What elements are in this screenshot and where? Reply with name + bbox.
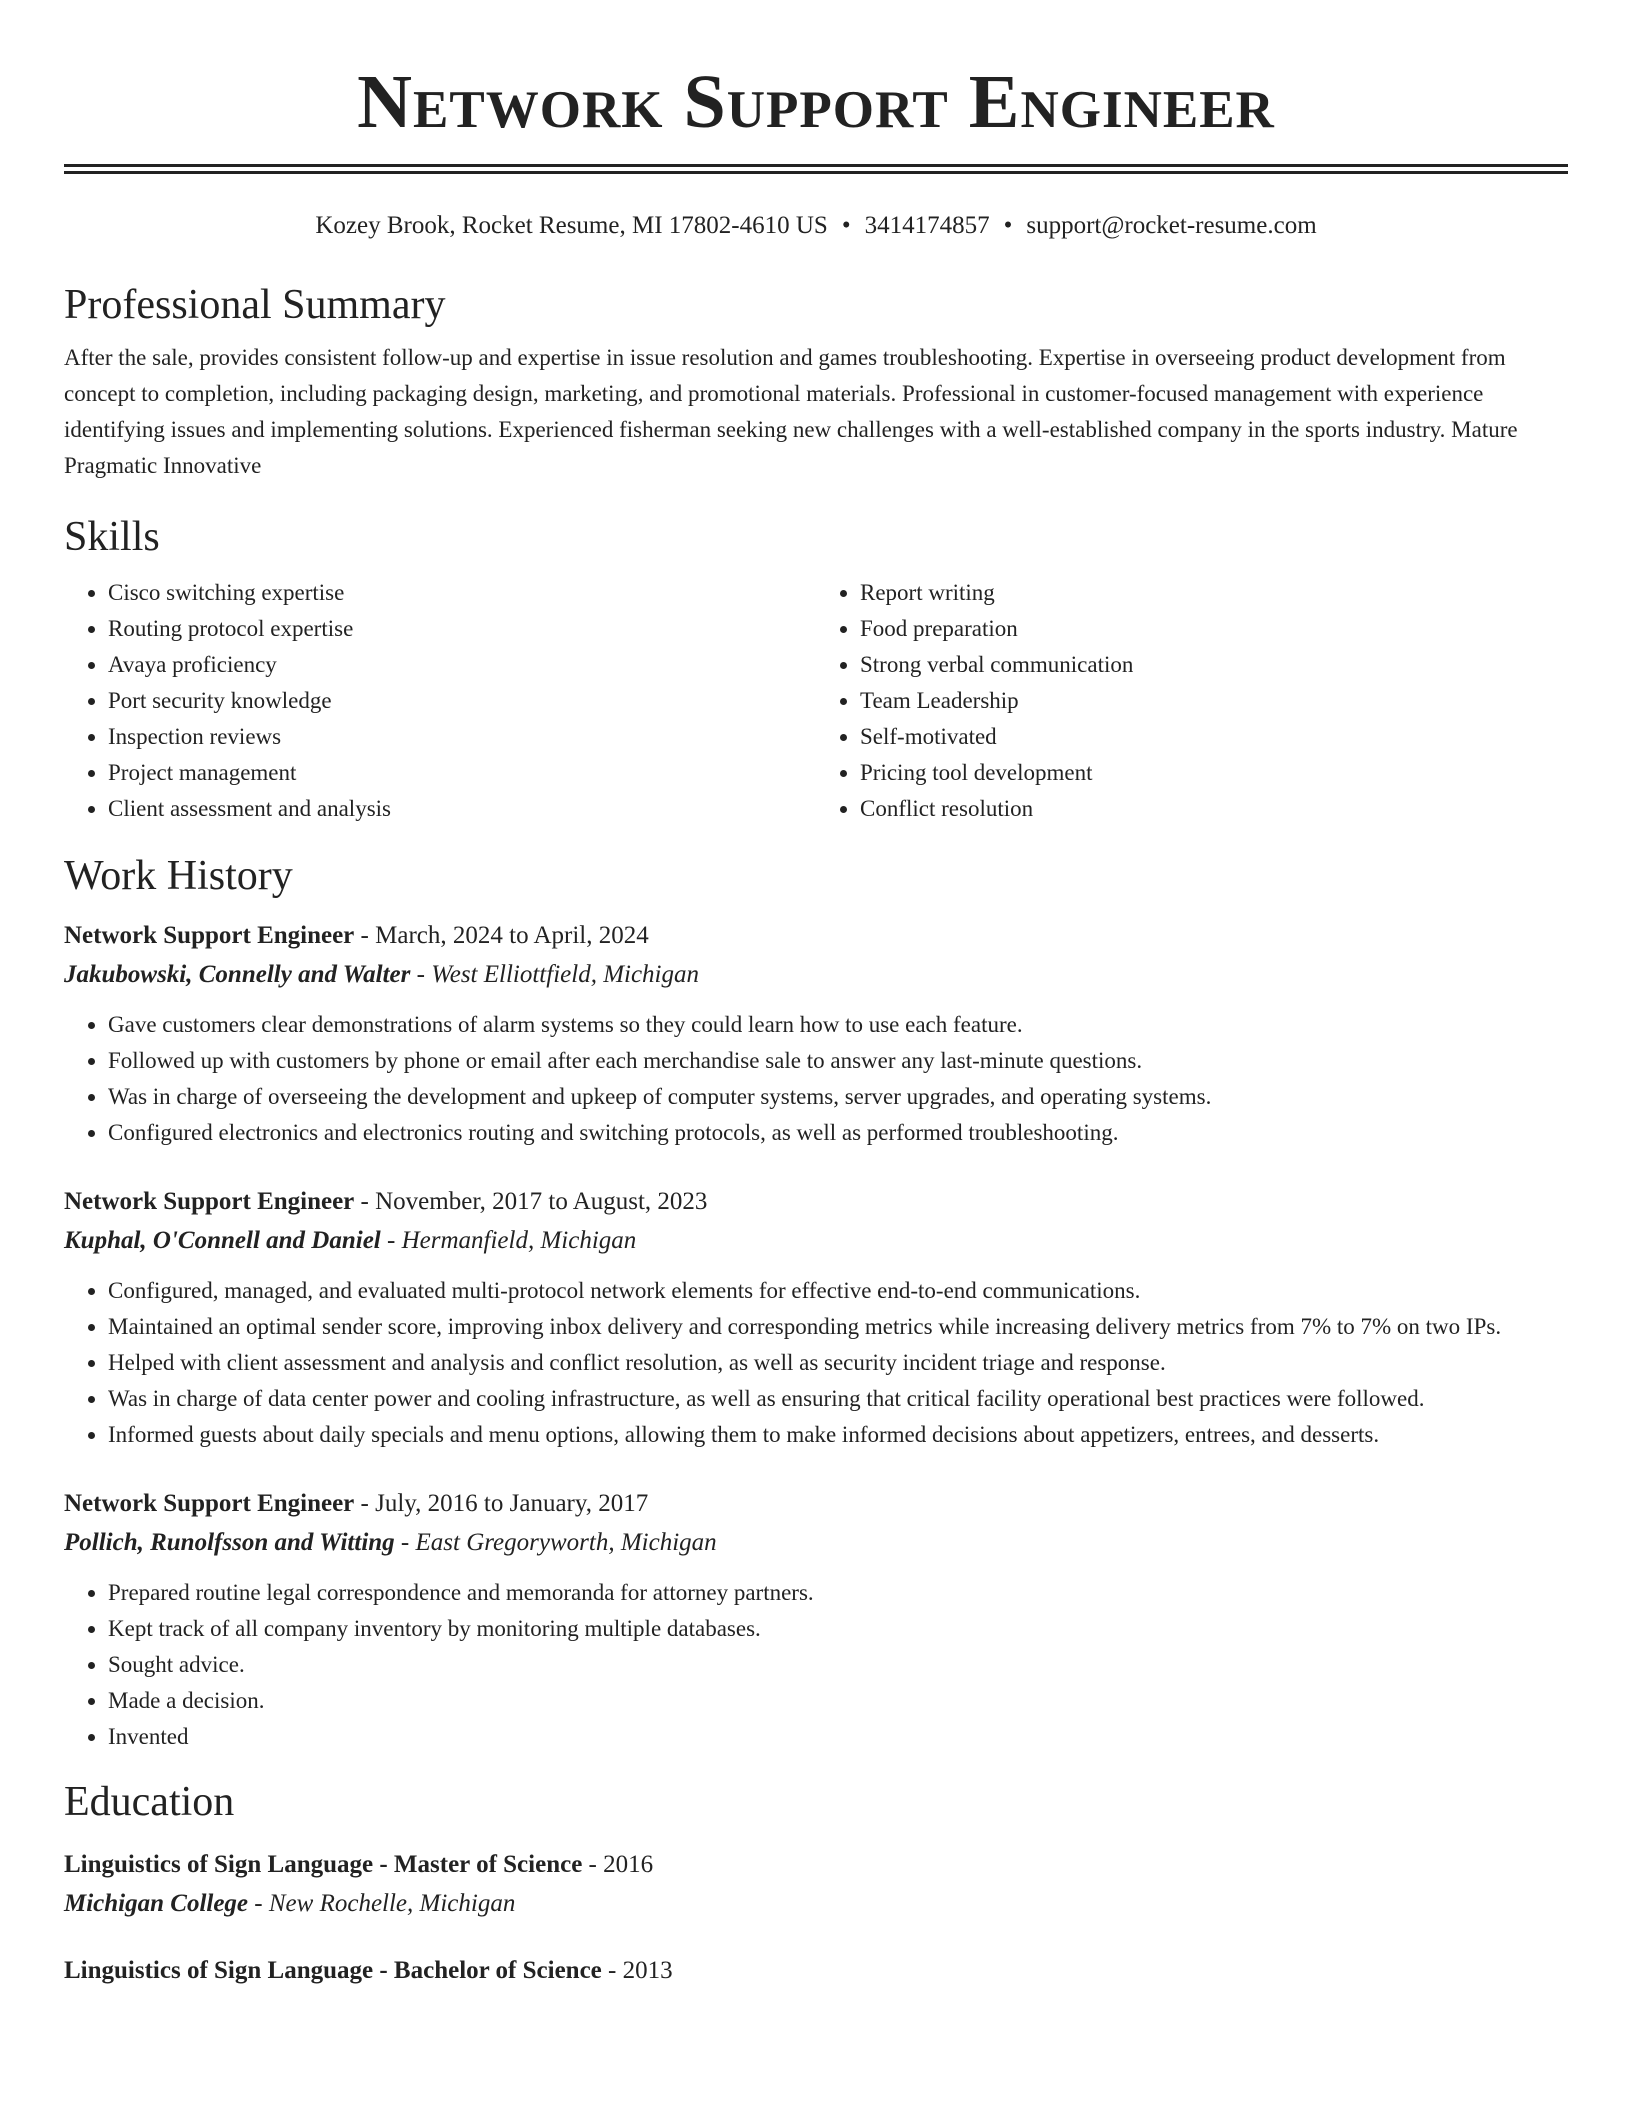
contact-address: Kozey Brook, Rocket Resume, MI 17802-4610 US — [315, 212, 828, 239]
education-school-line: Michigan College - New Rochelle, Michigan — [64, 1889, 516, 1917]
job-title-line: Network Support Engineer - November, 2017 to August, 2023 — [64, 1188, 708, 1216]
education-degree-line: Linguistics of Sign Language - Bachelor of Science - 2013 — [64, 1956, 673, 1984]
skill-item: • Routing protocol expertise — [108, 611, 816, 647]
job-bullet: • Configured electronics and electronics routing and switching protocols, as well as performed troubleshooting. — [108, 1115, 1568, 1151]
skill-item: • Inspection reviews — [108, 719, 816, 755]
job-title: Network Support Engineer — [64, 1188, 355, 1216]
skills-list — [64, 575, 1568, 827]
education-degree: Linguistics of Sign Language - Master of Science — [64, 1850, 583, 1878]
job-location: East Gregoryworth, Michigan — [415, 1529, 717, 1557]
skill-item: • Port security knowledge — [108, 683, 816, 719]
job-bullet: • Was in charge of overseeing the development and upkeep of computer systems, server upgrades, and operating systems. — [108, 1079, 1568, 1115]
contact-line — [64, 210, 1568, 242]
job-company: Jakubowski, Connelly and Walter — [64, 961, 411, 989]
skill-item: • Report writing — [860, 575, 1568, 611]
job-bullets — [64, 1575, 1568, 1755]
skill-item: • Conflict resolution — [860, 791, 1568, 827]
job-company-line: Kuphal, O'Connell and Daniel - Hermanfield, Michigan — [64, 1227, 637, 1255]
skill-item: • Avaya proficiency — [108, 647, 816, 683]
job-company: Kuphal, O'Connell and Daniel — [64, 1227, 381, 1255]
education-year: 2013 — [622, 1956, 673, 1984]
education-degree: Linguistics of Sign Language - Bachelor of Science — [64, 1956, 602, 1984]
job-bullet: • Made a decision. — [108, 1683, 1568, 1719]
job-bullet: • Configured, managed, and evaluated multi-protocol network elements for effective end-to-end communications. — [108, 1273, 1568, 1309]
job-entry — [64, 1183, 1568, 1453]
job-bullets — [64, 1007, 1568, 1151]
summary-heading: Professional Summary — [64, 282, 446, 328]
education-year: 2016 — [603, 1850, 654, 1878]
skills-column-left — [64, 575, 816, 827]
job-bullet: • Kept track of all company inventory by monitoring multiple databases. — [108, 1611, 1568, 1647]
contact-separator: • — [1003, 212, 1013, 239]
education-entry — [64, 1952, 1568, 1990]
job-title: Network Support Engineer — [64, 1490, 355, 1518]
contact-phone: 3414174857 — [864, 212, 990, 239]
job-title-line: Network Support Engineer - July, 2016 to January, 2017 — [64, 1490, 649, 1518]
job-company-line: Jakubowski, Connelly and Walter - West Elliottfield, Michigan — [64, 961, 700, 989]
job-bullet: • Maintained an optimal sender score, improving inbox delivery and corresponding metrics while increasing delivery metrics from 7% to 7% on two IPs. — [108, 1309, 1568, 1345]
skill-item: • Team Leadership — [860, 683, 1568, 719]
job-bullet: • Sought advice. — [108, 1647, 1568, 1683]
education-degree-line: Linguistics of Sign Language - Master of Science - 2016 — [64, 1850, 654, 1878]
skill-item: • Project management — [108, 755, 816, 791]
job-dates: November, 2017 to August, 2023 — [375, 1188, 708, 1216]
skill-item: • Pricing tool development — [860, 755, 1568, 791]
job-bullets — [64, 1273, 1568, 1453]
work-history-heading: Work History — [64, 852, 293, 899]
contact-email: support@rocket-resume.com — [1026, 212, 1317, 239]
education-heading: Education — [64, 1779, 235, 1826]
job-title-line: Network Support Engineer - March, 2024 to April, 2024 — [64, 922, 649, 950]
skill-item: • Strong verbal communication — [860, 647, 1568, 683]
job-bullet: • Helped with client assessment and analysis and conflict resolution, as well as security incident triage and response. — [108, 1345, 1568, 1381]
job-company: Pollich, Runolfsson and Witting — [64, 1529, 395, 1557]
skills-heading: Skills — [64, 514, 160, 561]
skill-item: • Food preparation — [860, 611, 1568, 647]
education-location: New Rochelle, Michigan — [268, 1889, 516, 1917]
job-bullet: • Informed guests about daily specials and menu options, allowing them to make informed decisions about appetizers, entrees, and desserts. — [108, 1417, 1568, 1453]
job-entry — [64, 917, 1568, 1151]
title-divider — [64, 164, 1568, 174]
job-entry — [64, 1485, 1568, 1755]
education-entry — [64, 1846, 1568, 1924]
contact-separator: • — [841, 212, 851, 239]
skill-item: • Cisco switching expertise — [108, 575, 816, 611]
job-bullet: • Gave customers clear demonstrations of alarm systems so they could learn how to use each feature. — [108, 1007, 1568, 1043]
job-dates: March, 2024 to April, 2024 — [375, 922, 649, 950]
job-location: West Elliottfield, Michigan — [431, 961, 700, 989]
job-bullet: • Prepared routine legal correspondence and memoranda for attorney partners. — [108, 1575, 1568, 1611]
job-bullet: • Followed up with customers by phone or email after each merchandise sale to answer any last-minute questions. — [108, 1043, 1568, 1079]
summary-text: After the sale, provides consistent follow-up and expertise in issue resolution and games troubleshooting. Expertise in overseeing product development from concept to completion, including packaging design, marketing, and promotional materials. Professional in customer-focused management with experience identifying issues and implementing solutions. Experienced fisherman seeking new challenges with a well-established company in the sports industry. Mature Pragmatic Innovative — [64, 345, 1518, 479]
resume-title: Network Support Engineer — [357, 60, 1275, 144]
job-title: Network Support Engineer — [64, 922, 355, 950]
job-bullet: • Invented — [108, 1719, 1568, 1755]
education-school: Michigan College — [64, 1889, 249, 1917]
skills-column-right — [816, 575, 1568, 827]
skill-item: • Self-motivated — [860, 719, 1568, 755]
job-dates: July, 2016 to January, 2017 — [375, 1490, 649, 1518]
job-bullet: • Was in charge of data center power and cooling infrastructure, as well as ensuring that critical facility operational best practices were followed. — [108, 1381, 1568, 1417]
job-location: Hermanfield, Michigan — [401, 1227, 637, 1255]
skill-item: • Client assessment and analysis — [108, 791, 816, 827]
job-company-line: Pollich, Runolfsson and Witting - East Gregoryworth, Michigan — [64, 1529, 717, 1557]
